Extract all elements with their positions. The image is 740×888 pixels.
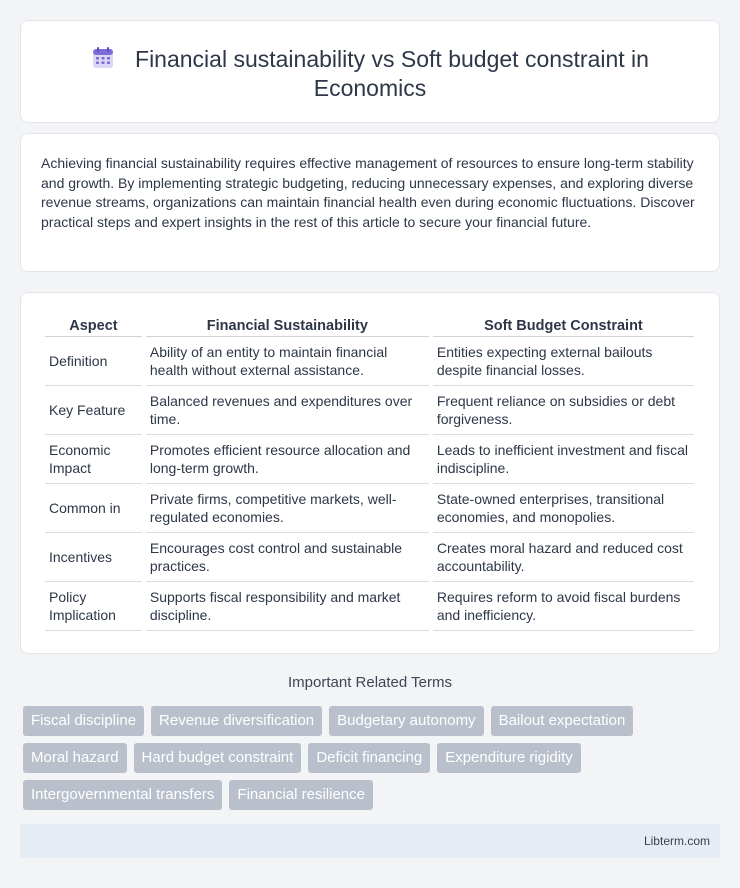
related-term-tag[interactable]: Budgetary autonomy	[329, 706, 483, 736]
row-aspect: Key Feature	[45, 386, 142, 435]
related-term-tag[interactable]: Moral hazard	[23, 743, 127, 773]
row-financial-sustainability: Ability of an entity to maintain financial health without external assistance.	[146, 337, 429, 386]
calendar-icon	[91, 46, 115, 70]
row-financial-sustainability: Promotes efficient resource allocation and long-term growth.	[146, 435, 429, 484]
related-terms-list	[23, 706, 703, 810]
table-header-row	[45, 315, 694, 337]
row-aspect: Policy Implication	[45, 582, 142, 631]
row-financial-sustainability: Balanced revenues and expenditures over time.	[146, 386, 429, 435]
page-title: Financial sustainability vs Soft budget constraint in Economics	[135, 46, 649, 101]
row-financial-sustainability: Encourages cost control and sustainable practices.	[146, 533, 429, 582]
row-soft-budget-constraint: Creates moral hazard and reduced cost accountability.	[433, 533, 694, 582]
table-row	[45, 435, 694, 484]
row-aspect: Common in	[45, 484, 142, 533]
footer	[20, 824, 720, 858]
header-financial-sustainability: Financial Sustainability	[146, 315, 429, 337]
row-soft-budget-constraint: Entities expecting external bailouts despite financial losses.	[433, 337, 694, 386]
row-aspect: Economic Impact	[45, 435, 142, 484]
intro-card	[20, 133, 720, 272]
comparison-table	[41, 315, 698, 631]
related-term-tag[interactable]: Deficit financing	[308, 743, 430, 773]
row-financial-sustainability: Supports fiscal responsibility and market discipline.	[146, 582, 429, 631]
table-row	[45, 337, 694, 386]
title-card	[20, 20, 720, 123]
header-soft-budget-constraint: Soft Budget Constraint	[433, 315, 694, 337]
page-title-wrap	[21, 45, 719, 103]
related-term-tag[interactable]: Hard budget constraint	[134, 743, 302, 773]
related-term-tag[interactable]: Revenue diversification	[151, 706, 322, 736]
related-term-tag[interactable]: Financial resilience	[229, 780, 373, 810]
row-soft-budget-constraint: Requires reform to avoid fiscal burdens and inefficiency.	[433, 582, 694, 631]
row-soft-budget-constraint: Leads to inefficient investment and fiscal indiscipline.	[433, 435, 694, 484]
row-aspect: Incentives	[45, 533, 142, 582]
table-row	[45, 533, 694, 582]
row-aspect: Definition	[45, 337, 142, 386]
intro-paragraph: Achieving financial sustainability requires effective management of resources to ensure long-term stability and growth. By implementing strategic budgeting, reducing unnecessary expenses, and exploring diverse revenue streams, organizations can maintain financial health even during economic fluctuations. Discover practical steps and expert insights in the rest of this article to secure your financial future.	[41, 155, 695, 230]
comparison-card	[20, 292, 720, 654]
related-term-tag[interactable]: Expenditure rigidity	[437, 743, 581, 773]
table-row	[45, 484, 694, 533]
related-terms-title: Important Related Terms	[288, 674, 452, 691]
related-term-tag[interactable]: Bailout expectation	[491, 706, 634, 736]
header-aspect: Aspect	[45, 315, 142, 337]
related-term-tag[interactable]: Fiscal discipline	[23, 706, 144, 736]
related-term-tag[interactable]: Intergovernmental transfers	[23, 780, 222, 810]
footer-brand[interactable]: Libterm.com	[643, 834, 710, 848]
row-soft-budget-constraint: State-owned enterprises, transitional economies, and monopolies.	[433, 484, 694, 533]
row-financial-sustainability: Private firms, competitive markets, well-regulated economies.	[146, 484, 429, 533]
table-row	[45, 386, 694, 435]
row-soft-budget-constraint: Frequent reliance on subsidies or debt forgiveness.	[433, 386, 694, 435]
table-row	[45, 582, 694, 631]
